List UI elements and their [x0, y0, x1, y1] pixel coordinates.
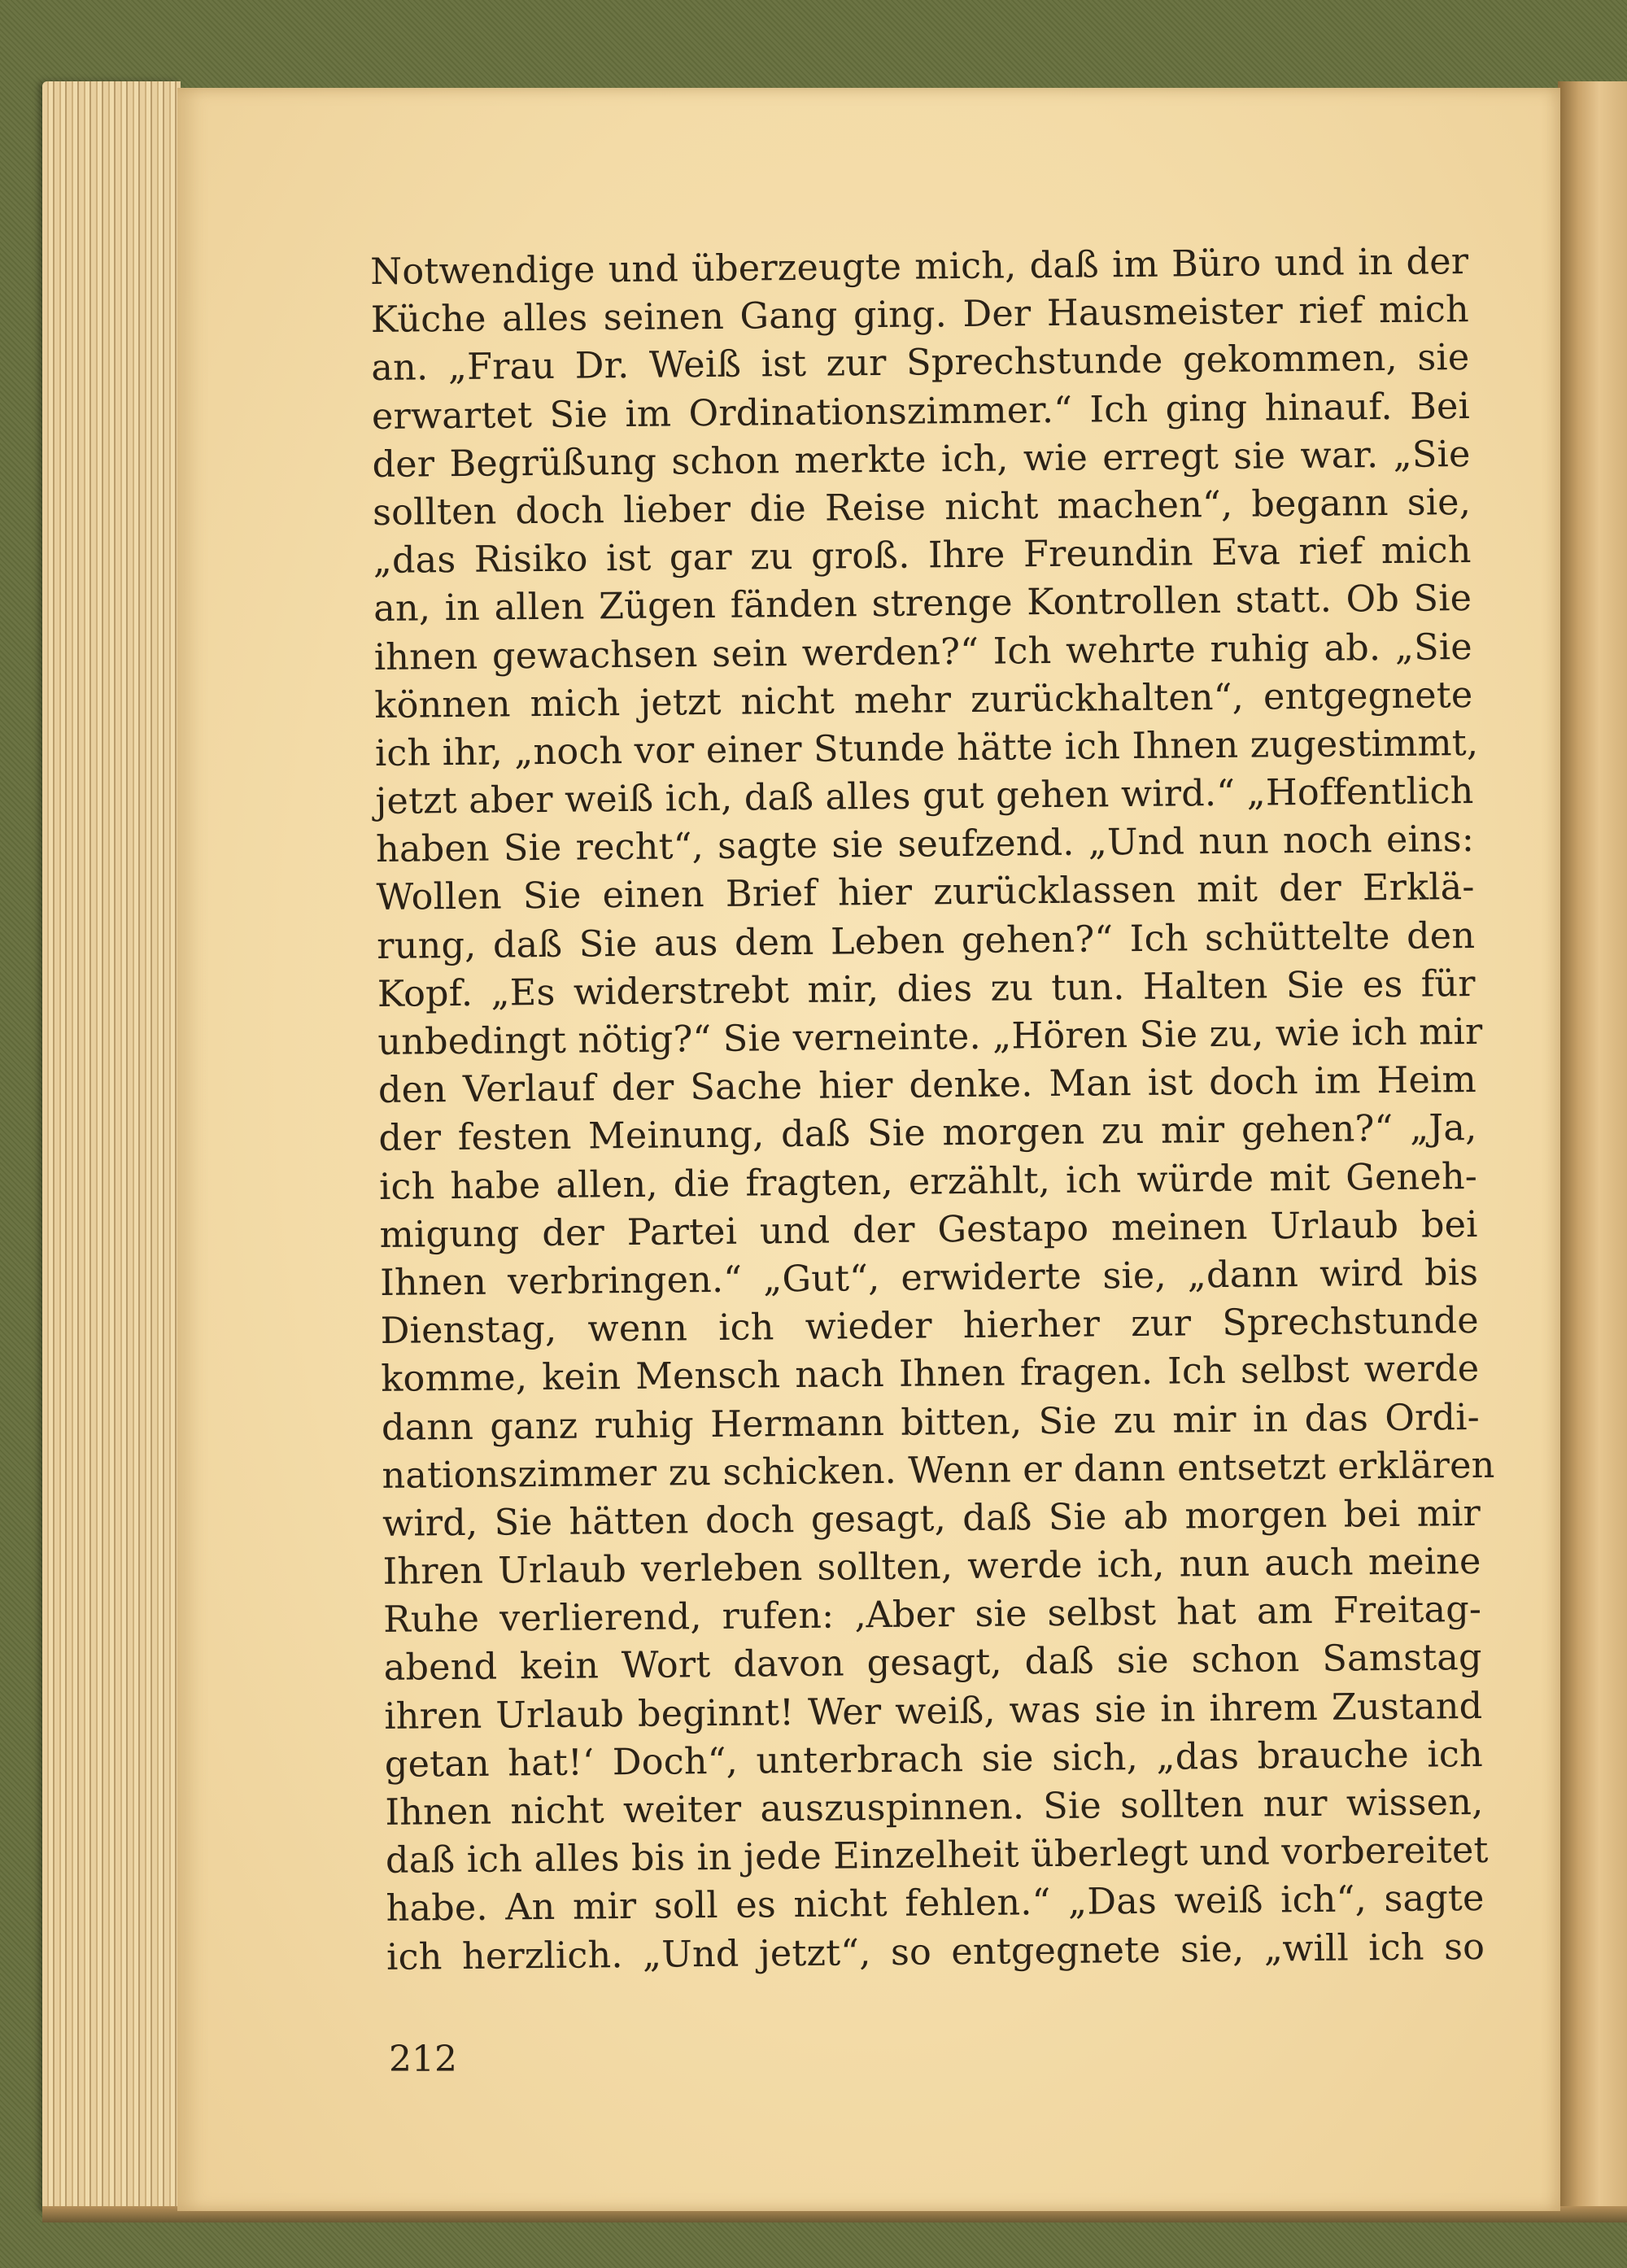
page-number: 212: [389, 2039, 457, 2080]
text-line: jetzt aber weiß ich, daß alles gut gehen wird.“ „Hoffentlich: [375, 770, 1474, 823]
text-line: Ihnen nicht weiter auszuspinnen. Sie sollten nur wissen,: [385, 1781, 1484, 1834]
text-line: der festen Meinung, daß Sie morgen zu mir gehen?“ „Ja,: [378, 1107, 1477, 1160]
text-line: nationszimmer zu schicken. Wenn er dann entsetzt erklären: [382, 1444, 1495, 1497]
text-line: ich habe allen, die fragten, erzählt, ich würde mit Geneh-: [378, 1155, 1478, 1208]
text-line: rung, daß Sie aus dem Leben gehen?“ Ich schüttelte den: [376, 914, 1476, 967]
text-line: Wollen Sie einen Brief hier zurücklassen mit der Erklä-: [376, 866, 1475, 919]
text-line: haben Sie recht“, sagte sie seufzend. „Und nun noch eins:: [375, 818, 1475, 871]
text-line: komme, kein Mensch nach Ihnen fragen. Ich selbst werde: [381, 1348, 1480, 1401]
text-line: Küche alles seinen Gang ging. Der Hausmeister rief mich: [370, 289, 1470, 342]
text-line: wird, Sie hätten doch gesagt, daß Sie ab morgen bei mir: [382, 1492, 1481, 1545]
text-line: „das Risiko ist gar zu groß. Ihre Freundin Eva rief mich: [373, 530, 1472, 582]
facing-page-gutter: [1558, 81, 1627, 2213]
page-edges: [42, 81, 181, 2213]
text-line: Notwendige und überzeugte mich, daß im Büro und in der: [370, 241, 1469, 293]
text-line: Ihren Urlaub verleben sollten, werde ich, nun auch meine: [382, 1541, 1481, 1593]
text-line: Dienstag, wenn ich wieder hierher zur Sprechstunde: [380, 1300, 1479, 1353]
text-line: erwartet Sie im Ordinationszimmer.“ Ich ging hinauf. Bei: [371, 385, 1471, 438]
text-line: daß ich alles bis in jede Einzelheit überlegt und vorbereitet: [385, 1830, 1489, 1882]
text-line: getan hat!‘ Doch“, unterbrach sie sich, „das brauche ich: [384, 1733, 1484, 1786]
text-line: Ihnen verbringen.“ „Gut“, erwiderte sie, „dann wird bis: [379, 1251, 1479, 1304]
body-text: [370, 238, 1495, 1982]
text-line: an. „Frau Dr. Weiß ist zur Sprechstunde gekommen, sie: [371, 337, 1470, 390]
text-line: abend kein Wort davon gesagt, daß sie schon Samstag: [383, 1637, 1482, 1690]
text-line: dann ganz ruhig Hermann bitten, Sie zu mir in das Ordi-: [381, 1396, 1481, 1449]
text-line: der Begrüßung schon merkte ich, wie erregt sie war. „Sie: [372, 433, 1471, 486]
text-line: migung der Partei und der Gestapo meinen Urlaub bei: [379, 1203, 1478, 1256]
text-line: ich ihr, „noch vor einer Stunde hätte ich Ihnen zugestimmt,: [374, 722, 1479, 774]
text-line: habe. An mir soll es nicht fehlen.“ „Das weiß ich“, sagte: [386, 1878, 1485, 1930]
text-line: den Verlauf der Sache hier denke. Man ist doch im Heim: [377, 1059, 1477, 1112]
text-line: können mich jetzt nicht mehr zurückhalten“, entgegnete: [374, 674, 1473, 726]
text-line: ihren Urlaub beginnt! Wer weiß, was sie in ihrem Zustand: [384, 1685, 1483, 1738]
text-line: ihnen gewachsen sein werden?“ Ich wehrte ruhig ab. „Sie: [373, 626, 1473, 678]
text-line: an, in allen Zügen fänden strenge Kontrollen statt. Ob Sie: [373, 578, 1472, 630]
text-line: sollten doch lieber die Reise nicht machen“, begann sie,: [372, 481, 1472, 534]
text-line: unbedingt nötig?“ Sie verneinte. „Hören Sie zu, wie ich mir: [377, 1010, 1483, 1063]
text-line: Ruhe verlierend, rufen: ‚Aber sie selbst hat am Freitag-: [382, 1589, 1482, 1642]
text-line: ich herzlich. „Und jetzt“, so entgegnete sie, „will ich so: [386, 1926, 1485, 1978]
text-line: Kopf. „Es widerstrebt mir, dies zu tun. Halten Sie es für: [377, 962, 1476, 1015]
